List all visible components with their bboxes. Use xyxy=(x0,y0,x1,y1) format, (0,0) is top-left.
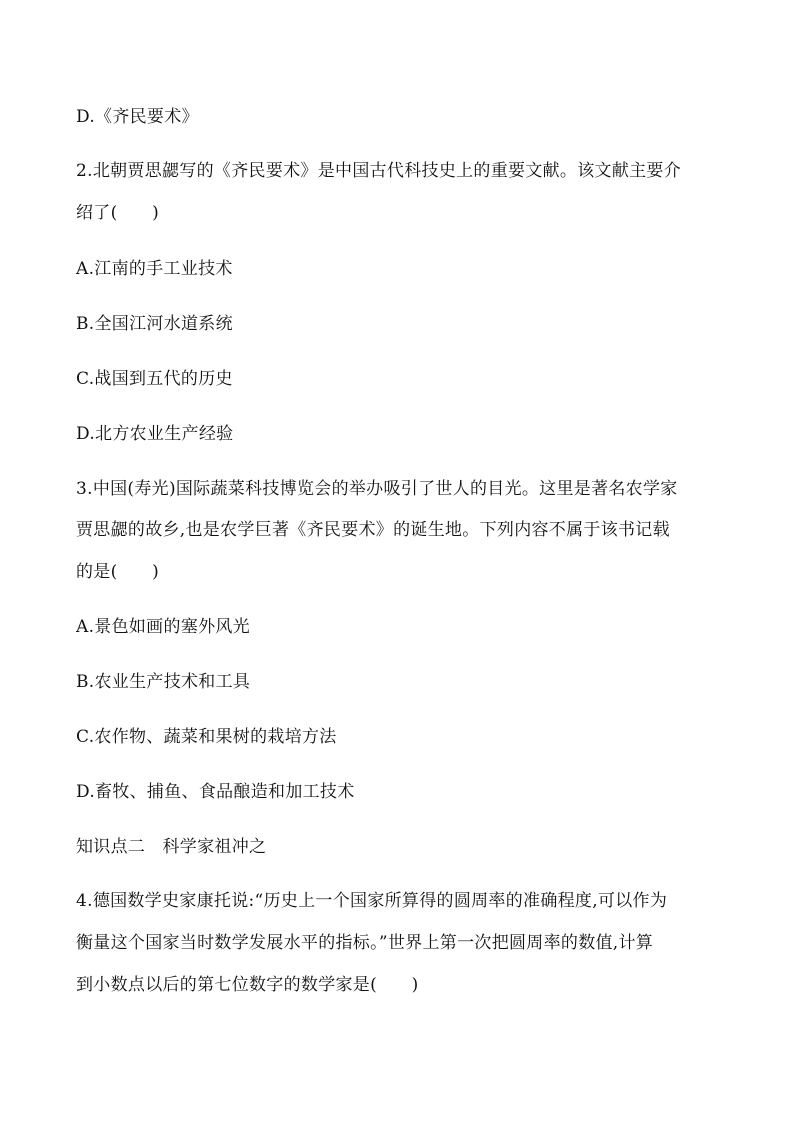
q2-option-a: A.江南的手工业技术 xyxy=(76,259,233,279)
q1-option-d: D.《齐民要术》 xyxy=(76,107,199,127)
q2-option-c: C.战国到五代的历史 xyxy=(76,369,233,389)
q4-stem-line-2: 衡量这个国家当时数学发展水平的指标。”世界上第一次把圆周率的数值,计算 xyxy=(76,933,654,953)
q3-stem-line-1: 3.中国(寿光)国际蔬菜科技博览会的举办吸引了世人的目光。这里是著名农学家 xyxy=(76,479,678,499)
q4-stem-line-1: 4.德国数学史家康托说:“历史上一个国家所算得的圆周率的准确程度,可以作为 xyxy=(76,891,668,911)
q3-option-d: D.畜牧、捕鱼、食品酿造和加工技术 xyxy=(76,782,355,802)
q3-option-c: C.农作物、蔬菜和果树的栽培方法 xyxy=(76,727,337,747)
q3-option-a: A.景色如画的塞外风光 xyxy=(76,617,250,637)
q2-option-b: B.全国江河水道系统 xyxy=(76,314,233,334)
q2-stem-line-2: 绍了( ) xyxy=(76,203,160,223)
q4-stem-line-3: 到小数点以后的第七位数字的数学家是( ) xyxy=(76,975,419,995)
section-heading: 知识点二 科学家祖冲之 xyxy=(76,837,267,857)
q3-stem-line-2: 贾思勰的故乡,也是农学巨著《齐民要术》的诞生地。下列内容不属于该书记载 xyxy=(76,520,670,540)
q3-stem-line-3: 的是( ) xyxy=(76,562,160,582)
q3-option-b: B.农业生产技术和工具 xyxy=(76,672,251,692)
q2-stem-line-1: 2.北朝贾思勰写的《齐民要术》是中国古代科技史上的重要文献。该文献主要介 xyxy=(76,161,682,181)
q2-option-d: D.北方农业生产经验 xyxy=(76,424,234,444)
